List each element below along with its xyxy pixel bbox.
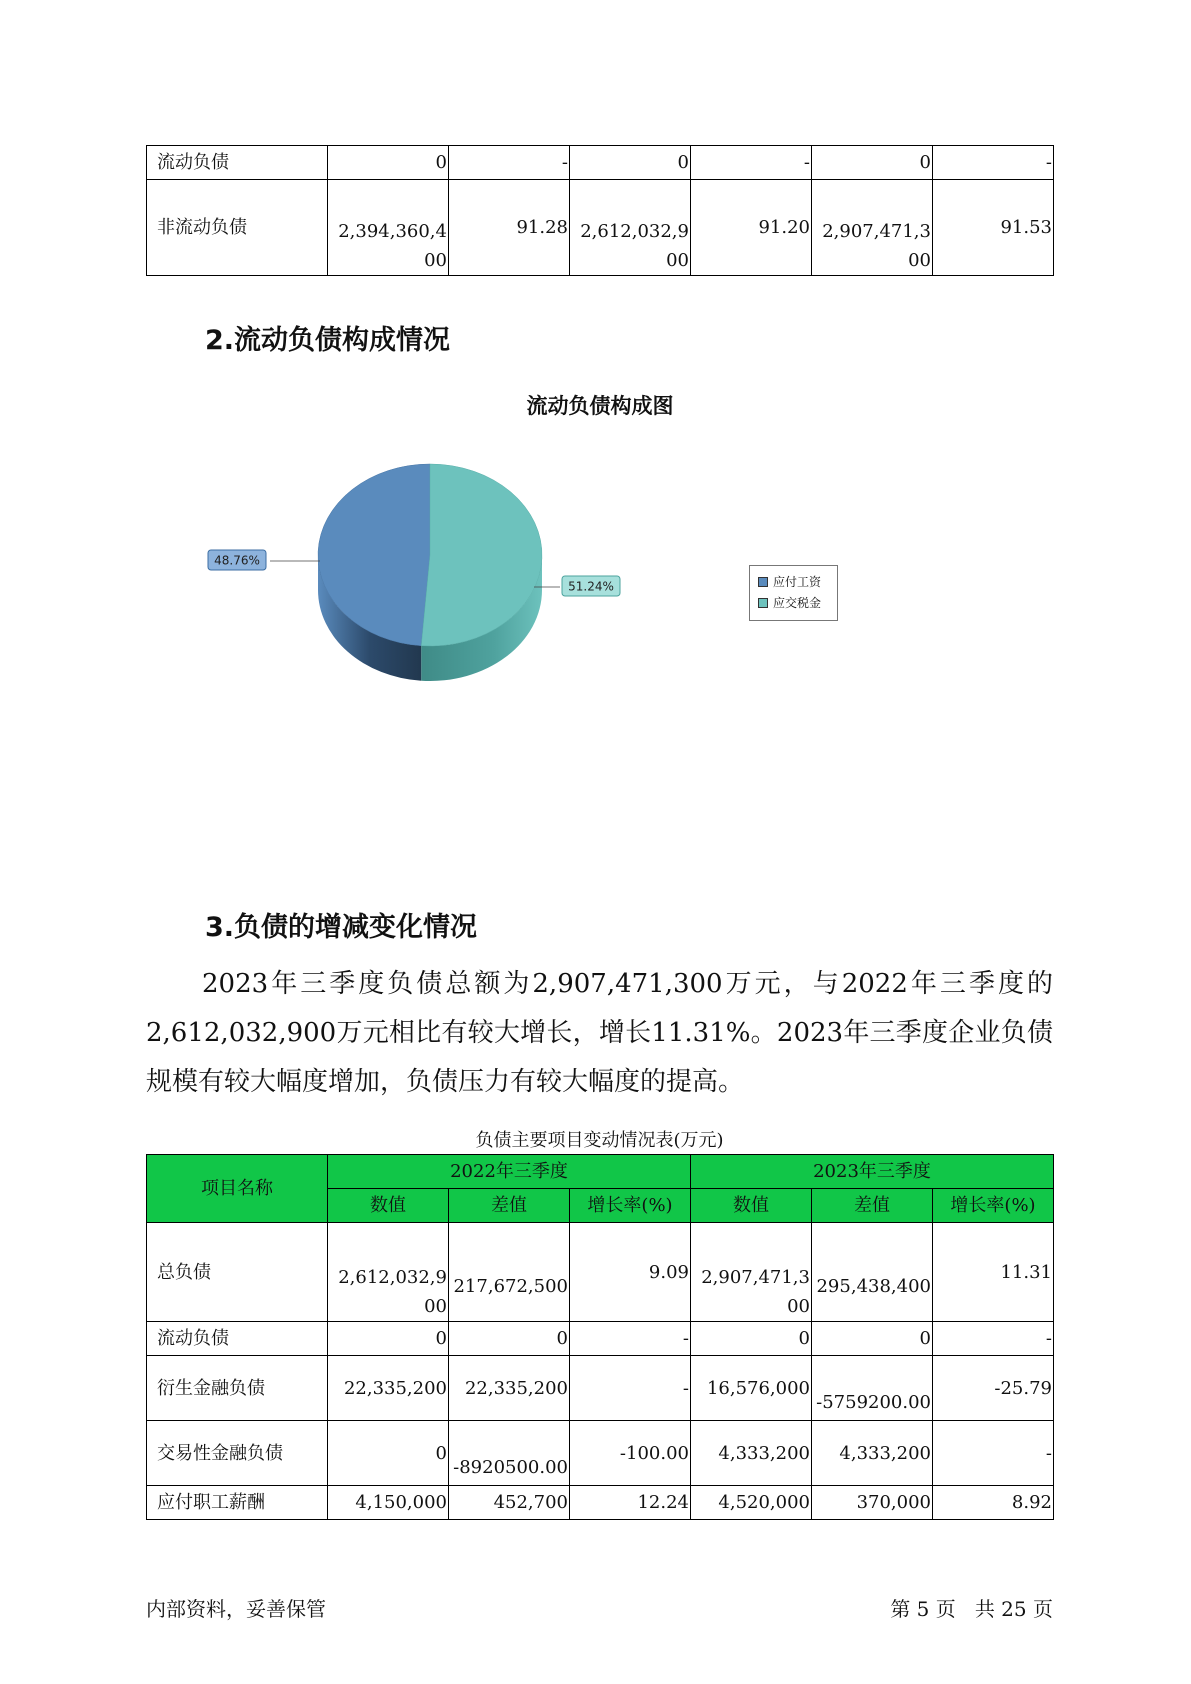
table-row: [147, 146, 1054, 180]
cell: 91.20: [691, 180, 812, 276]
cell: 295,438,400: [812, 1223, 933, 1322]
section-heading: 3.负债的增减变化情况: [205, 912, 478, 943]
table-row: [147, 1322, 1054, 1356]
cell: 452,700: [449, 1486, 570, 1520]
cell: 2,612,032,900: [328, 1223, 449, 1322]
legend-item: [758, 571, 837, 592]
legend-label: 应交税金: [773, 596, 822, 610]
table-row: [147, 180, 1054, 276]
legend-item: [758, 592, 837, 613]
cell: 0: [328, 1322, 449, 1356]
row-label: 交易性金融负债: [147, 1421, 328, 1486]
legend-swatch: [758, 577, 768, 587]
cell: 91.28: [449, 180, 570, 276]
header-growth: 增长率(%): [933, 1189, 1054, 1223]
page-number: 第 5 页 共 25 页: [890, 1597, 1053, 1621]
row-label: 流动负债: [147, 146, 328, 180]
liability-change-table: [146, 1154, 1054, 1520]
chart-title: 流动负债构成图: [526, 394, 674, 418]
table-row: [147, 1223, 1054, 1322]
cell: -: [570, 1322, 691, 1356]
liability-ratio-table: [146, 145, 1054, 276]
cell: -: [933, 146, 1054, 180]
header-value: 数值: [691, 1189, 812, 1223]
header-diff: 差值: [812, 1189, 933, 1223]
cell: 0: [691, 1322, 812, 1356]
row-label: 衍生金融负债: [147, 1356, 328, 1421]
cell: 2,907,471,300: [691, 1223, 812, 1322]
table-header-row: [147, 1155, 1054, 1189]
cell: 22,335,200: [328, 1356, 449, 1421]
chart-legend: [749, 565, 838, 621]
cell: 217,672,500: [449, 1223, 570, 1322]
cell: 0: [812, 146, 933, 180]
cell: 91.53: [933, 180, 1054, 276]
cell: 0: [812, 1322, 933, 1356]
table-row: [147, 1486, 1054, 1520]
cell: -: [691, 146, 812, 180]
cell: -: [933, 1421, 1054, 1486]
cell: 22,335,200: [449, 1356, 570, 1421]
row-label: 非流动负债: [147, 180, 328, 276]
table-caption: 负债主要项目变动情况表(万元): [475, 1130, 724, 1151]
header-item-name: 项目名称: [147, 1155, 328, 1223]
header-period-2022: 2022年三季度: [328, 1155, 691, 1189]
header-period-2023: 2023年三季度: [691, 1155, 1054, 1189]
analysis-paragraph: 2023年三季度负债总额为2,907,471,300万元，与2022年三季度的2,612,032,900万元相比有较大增长，增长11.31%。2023年三季度企业负债规模有较大幅度增加，负债压力有较大幅度的提高。: [146, 969, 1053, 1097]
pie-chart: [200, 460, 640, 690]
cell: -: [933, 1322, 1054, 1356]
header-value: 数值: [328, 1189, 449, 1223]
cell: 370,000: [812, 1486, 933, 1520]
cell: 0: [328, 146, 449, 180]
cell: -100.00: [570, 1421, 691, 1486]
table-row: [147, 1356, 1054, 1421]
header-diff: 差值: [449, 1189, 570, 1223]
header-growth: 增长率(%): [570, 1189, 691, 1223]
cell: 9.09: [570, 1223, 691, 1322]
section-heading: 2.流动负债构成情况: [205, 325, 451, 356]
row-label: 总负债: [147, 1223, 328, 1322]
cell: 2,394,360,400: [328, 180, 449, 276]
legend-label: 应付工资: [773, 575, 822, 589]
row-label: 应付职工薪酬: [147, 1486, 328, 1520]
data-label: 51.24%: [568, 579, 614, 594]
cell: 4,520,000: [691, 1486, 812, 1520]
cell: 12.24: [570, 1486, 691, 1520]
cell: -: [570, 1356, 691, 1421]
row-label: 流动负债: [147, 1322, 328, 1356]
table-row: [147, 1421, 1054, 1486]
cell: -5759200.00: [812, 1356, 933, 1421]
data-label: 48.76%: [214, 553, 260, 568]
legend-swatch: [758, 598, 768, 608]
cell: 0: [449, 1322, 570, 1356]
cell: 0: [328, 1421, 449, 1486]
cell: 4,333,200: [691, 1421, 812, 1486]
footer-note: 内部资料，妥善保管: [146, 1597, 326, 1621]
cell: 4,333,200: [812, 1421, 933, 1486]
cell: 4,150,000: [328, 1486, 449, 1520]
cell: 16,576,000: [691, 1356, 812, 1421]
cell: 2,907,471,300: [812, 180, 933, 276]
cell: 0: [570, 146, 691, 180]
cell: -: [449, 146, 570, 180]
cell: 8.92: [933, 1486, 1054, 1520]
cell: 11.31: [933, 1223, 1054, 1322]
cell: -25.79: [933, 1356, 1054, 1421]
cell: 2,612,032,900: [570, 180, 691, 276]
cell: -8920500.00: [449, 1421, 570, 1486]
